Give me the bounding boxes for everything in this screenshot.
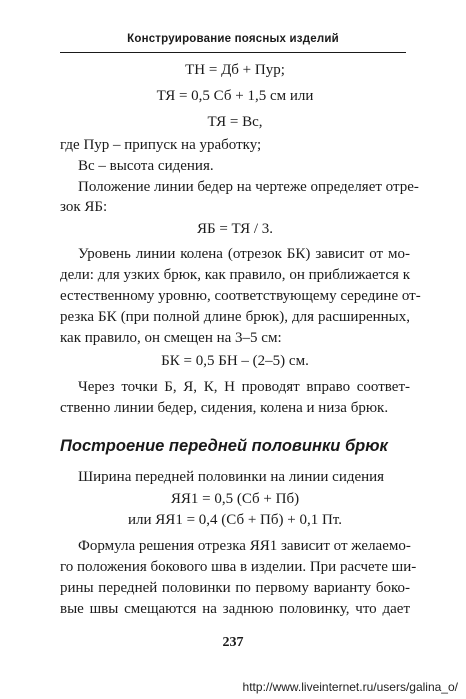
paragraph-line: естественному уровню, соответствующему середине от- <box>60 288 421 304</box>
paragraph-line: вые швы смещаются на заднюю половинку, что дает <box>60 601 410 617</box>
page-number: 237 <box>222 635 244 650</box>
definition-pur: где Пур – припуск на уработку; <box>60 137 262 153</box>
paragraph-line: как правило, он смещен на 3–5 см: <box>60 330 282 346</box>
formula-bk: БК = 0,5 БН – (2–5) см. <box>161 353 309 369</box>
paragraph-line: Формула решения отрезка ЯЯ1 зависит от желаемо- <box>78 538 411 554</box>
paragraph-line: зок ЯБ: <box>60 199 108 215</box>
paragraph-line: Через точки Б, Я, К, Н проводят вправо соответ- <box>78 379 410 395</box>
running-head: Конструирование поясных изделий <box>127 33 339 45</box>
paragraph-line: рины передней половинки по первому варианту боко- <box>60 580 410 596</box>
formula-tn: ТН = Дб + Пур; <box>185 62 285 78</box>
formula-yaya1: ЯЯ1 = 0,5 (Сб + Пб) <box>170 491 300 507</box>
section-heading: Построение передней половинки брюк <box>60 437 388 455</box>
watermark: http://www.liveinternet.ru/users/galina_o/ <box>242 680 458 694</box>
paragraph-line: Ширина передней половинки на линии сидения <box>78 469 385 485</box>
paragraph-line: Уровень линии колена (отрезок БК) зависит от мо- <box>78 246 410 262</box>
formula-yab: ЯБ = ТЯ / 3. <box>196 221 274 237</box>
formula-tya-alt: ТЯ = Вс, <box>207 114 263 130</box>
paragraph-line: дели: для узких брюк, как правило, он приближается к <box>60 267 410 283</box>
definition-vs: Вс – высота сидения. <box>78 158 214 174</box>
formula-tya: ТЯ = 0,5 Сб + 1,5 см или <box>156 88 314 104</box>
paragraph-line: Положение линии бедер на чертеже определяет отре- <box>78 179 419 195</box>
paragraph-line: резка БК (при полной длине брюк), для расширенных, <box>60 309 410 325</box>
paragraph-line: ственно линии бедер, сидения, колена и низа брюк. <box>60 400 389 416</box>
header-rule <box>60 52 406 53</box>
paragraph-line: го положения бокового шва в изделии. При расчете ши- <box>60 559 417 575</box>
formula-yaya1-alt: или ЯЯ1 = 0,4 (Сб + Пб) + 0,1 Пт. <box>128 512 342 528</box>
